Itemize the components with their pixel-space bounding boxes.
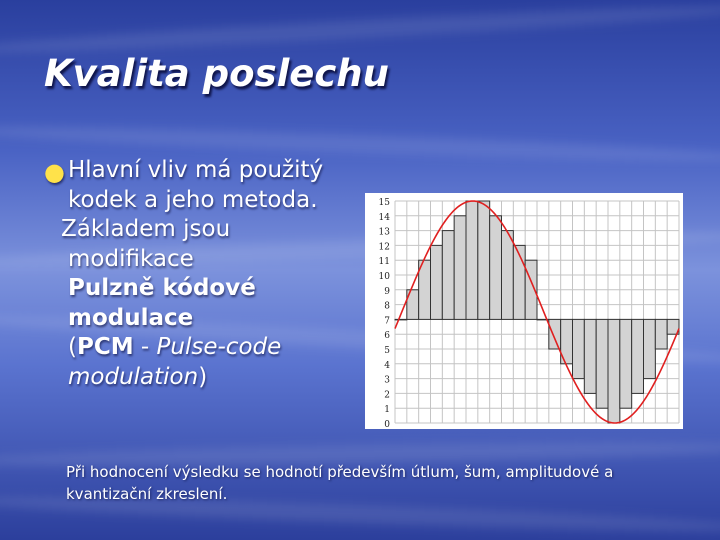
y-tick-label: 13 xyxy=(378,227,390,238)
slide-title: Kvalita poslechu xyxy=(44,52,389,95)
y-tick-label: 6 xyxy=(384,331,390,342)
quantized-sample-bar xyxy=(644,319,656,378)
quantized-sample-bar xyxy=(620,319,632,408)
quantized-sample-bar xyxy=(466,201,478,319)
bullet-line xyxy=(44,333,354,363)
y-tick-label: 4 xyxy=(384,360,390,371)
y-tick-label: 1 xyxy=(384,405,390,416)
bullet-line-bold: modulace xyxy=(68,304,194,331)
y-tick-label: 3 xyxy=(384,375,390,386)
y-tick-label: 15 xyxy=(378,198,390,208)
bullet-line: modifikace xyxy=(68,245,194,272)
pcm-chart xyxy=(365,193,683,429)
quantized-sample-bar xyxy=(442,231,454,320)
y-tick-label: 0 xyxy=(384,420,390,429)
footnote-line: Při hodnocení výsledku se hodnotí především útlum, šum, amplitudové a xyxy=(66,463,614,481)
quantized-sample-bar xyxy=(584,319,596,393)
quantized-sample-bar xyxy=(490,216,502,320)
pcm-abbrev: PCM xyxy=(76,334,134,360)
quantized-sample-bar xyxy=(608,319,620,423)
quantized-sample-bar xyxy=(573,319,585,378)
quantized-sample-bar xyxy=(395,319,407,320)
background-streak xyxy=(0,0,720,59)
paren-open: ( xyxy=(68,334,77,360)
footnote-line: kvantizační zkreslení. xyxy=(66,485,228,503)
y-tick-label: 11 xyxy=(378,257,390,268)
y-tick-label: 7 xyxy=(384,316,390,327)
pcm-english-term: Pulse-code xyxy=(156,334,282,360)
quantized-sample-bar xyxy=(478,201,490,319)
y-tick-label: 14 xyxy=(378,212,390,223)
bullet-line: kodek a jeho metoda. xyxy=(68,186,318,213)
quantized-sample-bar xyxy=(431,245,443,319)
bullet-line: Základem jsou xyxy=(61,216,231,242)
paren-close: ) xyxy=(198,363,208,390)
y-tick-labels xyxy=(379,198,391,429)
quantized-sample-bar xyxy=(596,319,608,408)
quantized-sample-bar xyxy=(454,216,466,320)
pcm-english-term: modulation xyxy=(68,363,199,390)
quantized-sample-bar xyxy=(549,319,561,349)
y-tick-label: 8 xyxy=(384,301,390,312)
quantized-sample-bar xyxy=(655,319,667,349)
bullet-list xyxy=(44,156,354,392)
quantized-sample-bar xyxy=(502,231,514,320)
y-tick-label: 10 xyxy=(378,272,390,282)
bullet-line: Hlavní vliv má použitý xyxy=(68,157,324,183)
dash: - xyxy=(133,334,157,360)
y-tick-label: 9 xyxy=(384,286,390,297)
bullet-line xyxy=(44,363,354,393)
bullet-dot-icon: ● xyxy=(44,158,65,186)
pcm-chart-svg xyxy=(365,193,683,429)
quantized-sample-bar xyxy=(632,319,644,393)
y-tick-label: 5 xyxy=(384,346,390,356)
bullet-line-bold: Pulzně kódové xyxy=(68,275,256,301)
footnote xyxy=(66,461,676,505)
y-tick-label: 2 xyxy=(384,390,390,401)
y-tick-label: 12 xyxy=(378,242,390,253)
